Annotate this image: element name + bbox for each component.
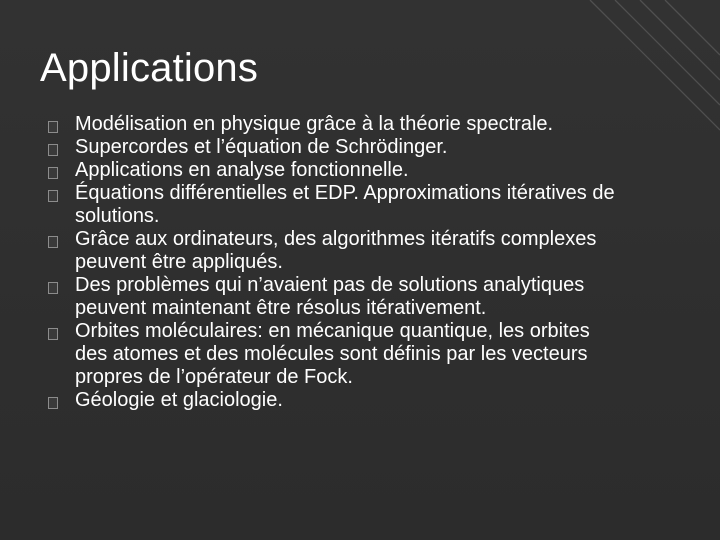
square-bullet-icon [48, 121, 58, 133]
square-bullet-icon [48, 328, 58, 340]
bullet-item [44, 182, 624, 228]
square-bullet-icon [48, 282, 58, 294]
bullet-item [44, 113, 624, 136]
bullet-text: Grâce aux ordinateurs, des algorithmes itératifs complexes peuvent être appliqués. [75, 228, 597, 273]
bullet-list [44, 113, 624, 412]
square-bullet-icon [48, 144, 58, 156]
slide-title: Applications [40, 46, 259, 90]
square-bullet-icon [48, 190, 58, 202]
square-bullet-icon [48, 236, 58, 248]
bullet-item [44, 274, 624, 320]
bullet-text: Applications en analyse fonctionnelle. [75, 159, 409, 181]
bullet-item [44, 389, 624, 412]
square-bullet-icon [48, 167, 58, 179]
bullet-text: Équations différentielles et EDP. Approximations itératives de solutions. [75, 182, 615, 227]
bullet-text: Géologie et glaciologie. [75, 389, 283, 411]
bullet-item [44, 159, 624, 182]
bullet-text: Supercordes et l’équation de Schrödinger. [75, 136, 448, 158]
bullet-text: Des problèmes qui n’avaient pas de solutions analytiques peuvent maintenant être résolus itérativement. [75, 274, 585, 319]
bullet-item [44, 320, 624, 389]
bullet-item [44, 228, 624, 274]
square-bullet-icon [48, 397, 58, 409]
bullet-text: Modélisation en physique grâce à la théorie spectrale. [75, 113, 554, 135]
bullet-item [44, 136, 624, 159]
bullet-text: Orbites moléculaires: en mécanique quantique, les orbites des atomes et des molécules sont définis par les vecteurs propres de l’opérateur de Fock. [75, 320, 590, 388]
